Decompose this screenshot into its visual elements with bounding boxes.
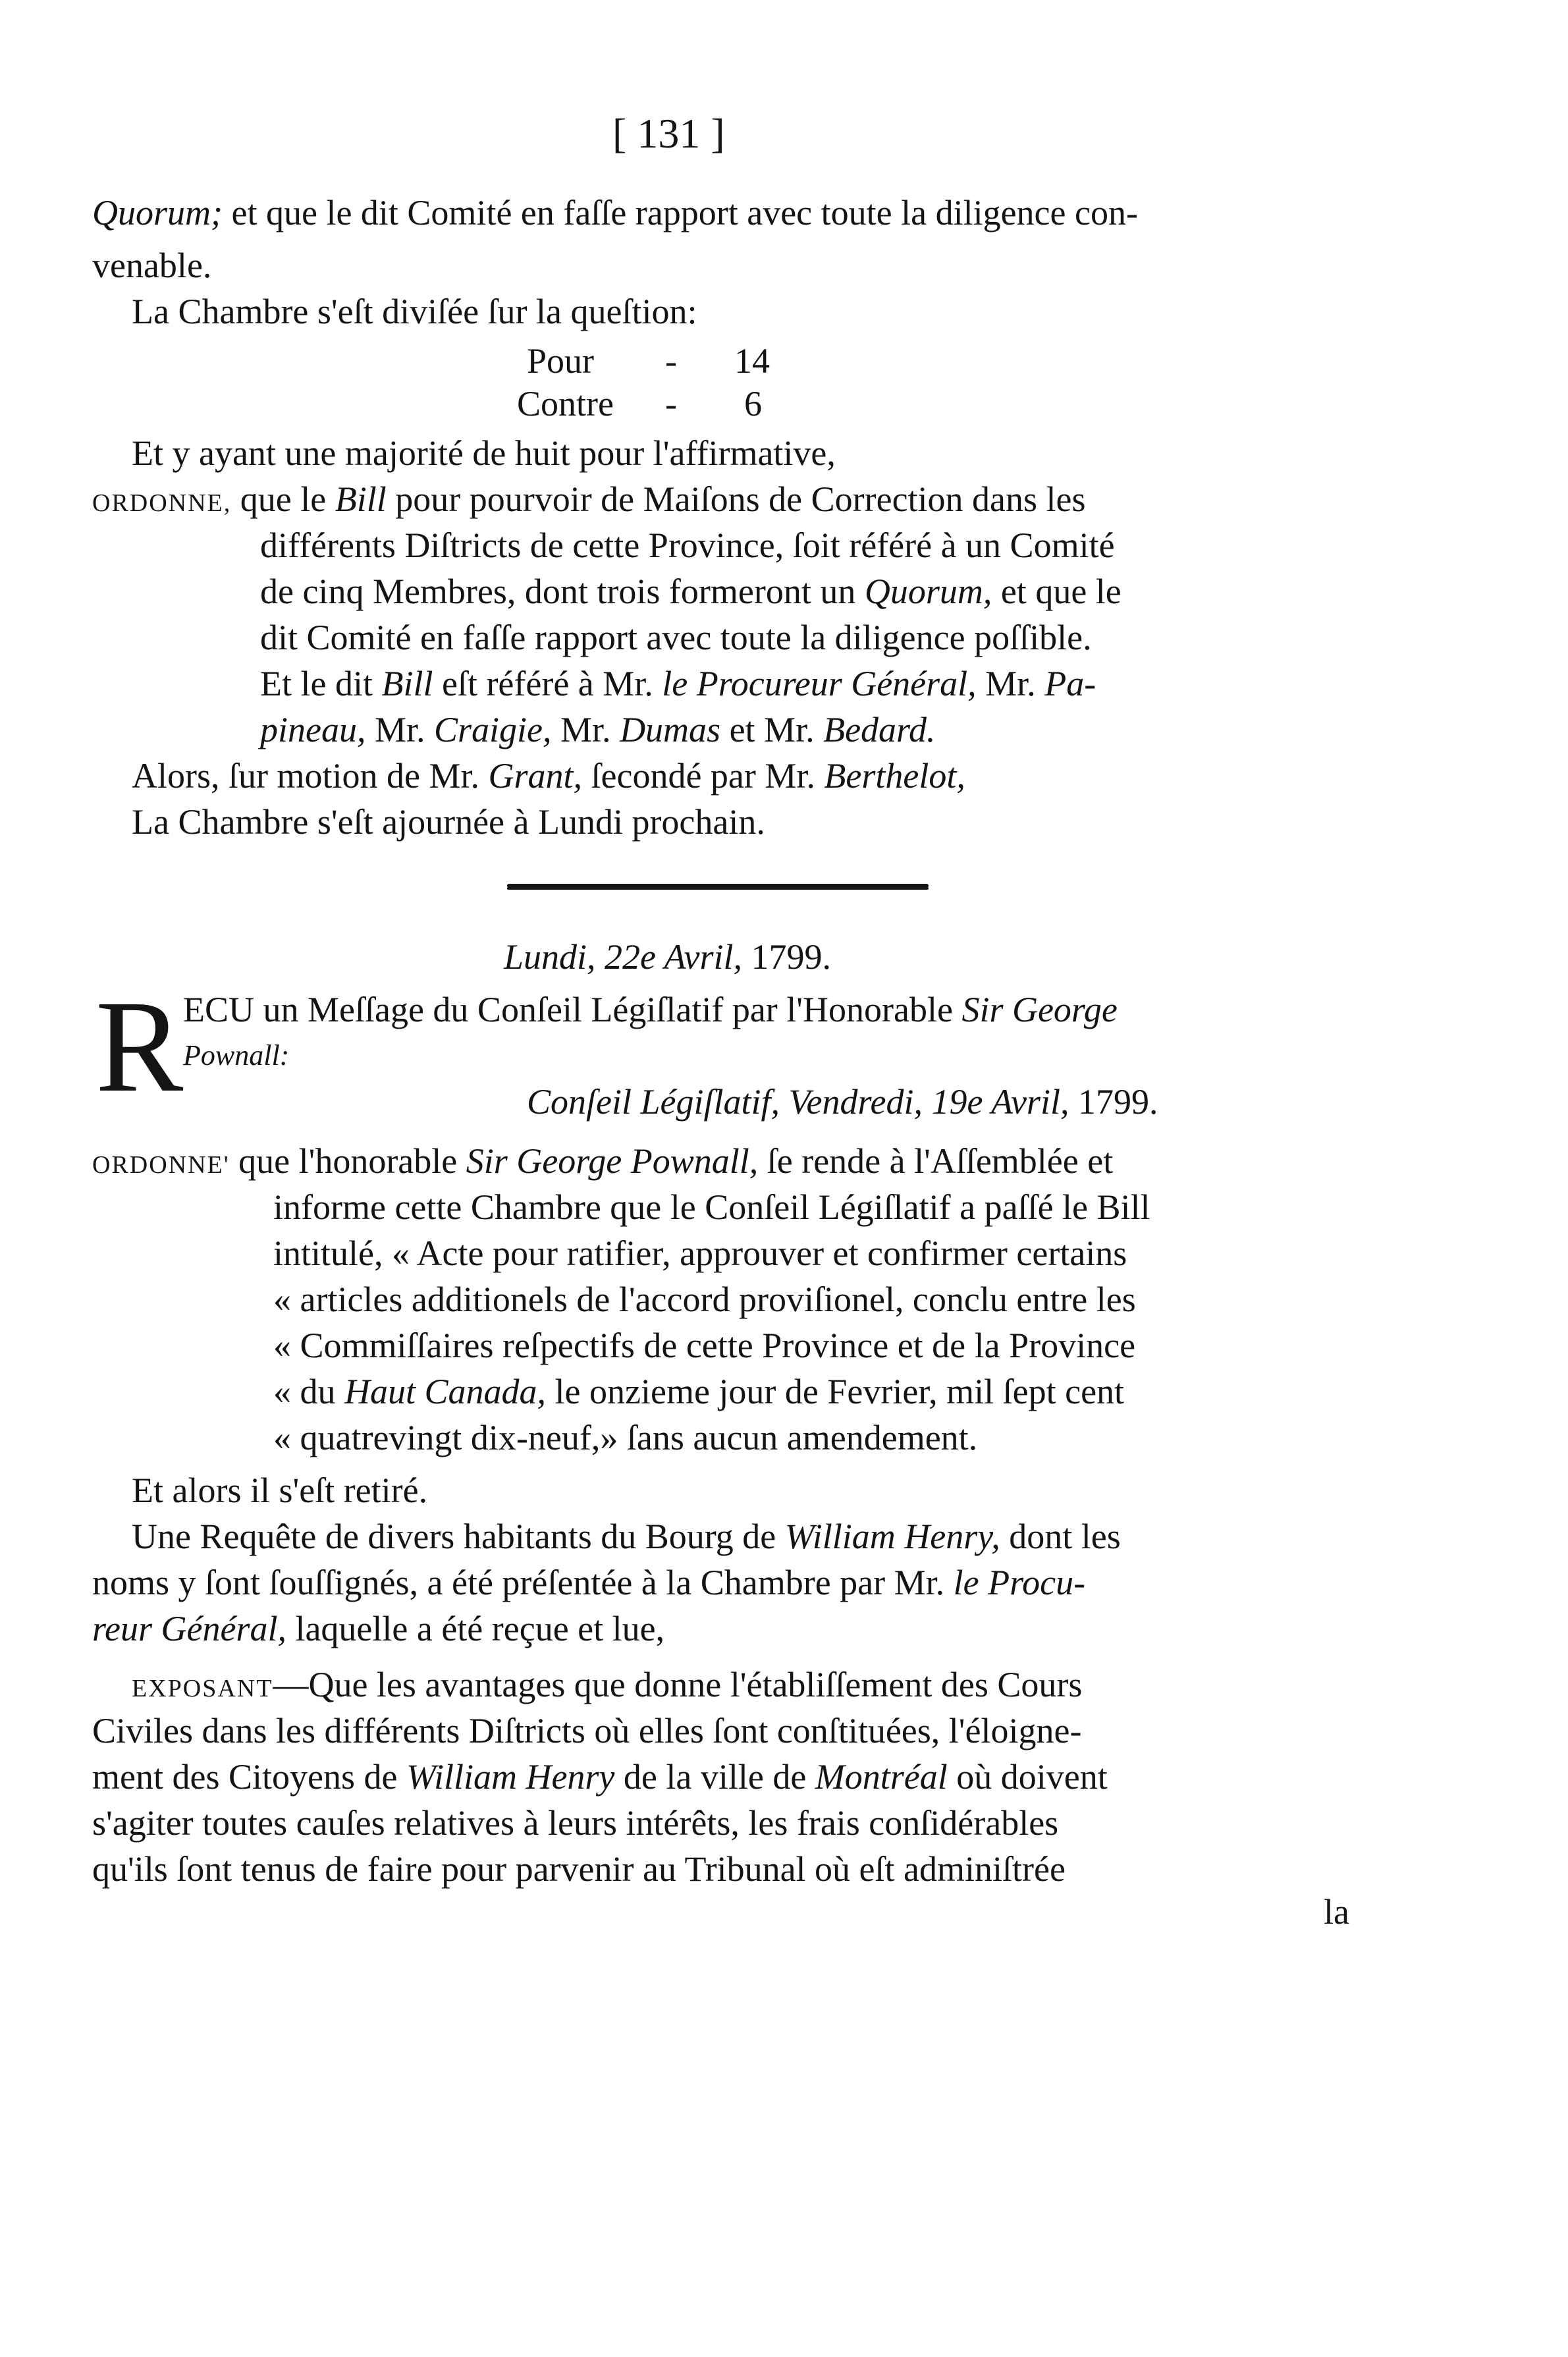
text-span: Mr. xyxy=(365,710,435,749)
text-span: Dumas xyxy=(620,710,721,749)
text-span: ment des Citoyens de xyxy=(92,1757,406,1797)
text-span: « du xyxy=(273,1372,344,1411)
text-span: dont les xyxy=(1000,1517,1121,1556)
text-span: ſecondé par Mr. xyxy=(582,756,825,796)
text-line: différents Diſtricts de cette Province, ſoit référé à un Comité xyxy=(260,526,1115,565)
text-span: Quorum; xyxy=(92,193,223,232)
text-line xyxy=(92,1561,1085,1604)
text-span: Alors, ſur motion de Mr. xyxy=(132,756,489,796)
text-span: ECU un Meſſage du Conſeil Légiſlatif par l'Honorable xyxy=(183,990,962,1029)
text-span: Une Requête de divers habitants du Bourg de xyxy=(132,1517,785,1556)
vote-dash: - xyxy=(665,384,677,423)
section-divider xyxy=(507,884,929,888)
vote-dash: - xyxy=(665,341,677,381)
text-line: « articles additionels de l'accord proviſionel, conclu entre les xyxy=(273,1280,1136,1319)
text-line: La Chambre s'eſt diviſée ſur la queſtion: xyxy=(132,292,697,331)
text-span: noms y ſont ſouſſignés, a été préſentée à la Chambre par Mr. xyxy=(92,1563,954,1602)
message-dateline xyxy=(527,1080,1158,1124)
vote-pour-label: Pour xyxy=(527,341,595,381)
text-line xyxy=(92,1139,1113,1187)
text-line: venable. xyxy=(92,246,212,285)
text-line xyxy=(183,988,1118,1031)
text-line: Civiles dans les différents Diſtricts où elles ſont conſtituées, l'éloigne- xyxy=(92,1711,1082,1750)
text-span: le Procu- xyxy=(953,1563,1086,1602)
text-line xyxy=(132,754,965,798)
text-span: et Mr. xyxy=(720,710,824,749)
text-span: où doivent xyxy=(947,1757,1108,1797)
text-span: William Henry, xyxy=(784,1517,1000,1556)
text-line: informe cette Chambre que le Conſeil Légiſlatif a paſſé le Bill xyxy=(273,1187,1150,1227)
text-line xyxy=(273,1370,1124,1413)
text-line xyxy=(132,1515,1121,1558)
text-line: La Chambre s'eſt ajournée à Lundi prochain. xyxy=(132,802,765,842)
text-span: Craigie, xyxy=(434,710,552,749)
text-line: Et alors il s'eſt retiré. xyxy=(132,1471,428,1510)
text-span: de la ville de xyxy=(614,1757,815,1797)
text-span: pineau, xyxy=(260,710,366,749)
text-span: Quorum, xyxy=(864,572,992,611)
text-line: s'agiter toutes cauſes relatives à leurs intérêts, les frais conſidérables xyxy=(92,1803,1059,1843)
text-span: Mr. xyxy=(976,664,1045,703)
text-span: et que le dit Comité en faſſe rapport avec toute la diligence con- xyxy=(223,193,1138,232)
text-span: Et le dit xyxy=(260,664,382,703)
text-span: Pa- xyxy=(1044,664,1096,703)
text-span: 1799. xyxy=(1069,1082,1158,1122)
text-span: eſt référé à Mr. xyxy=(433,664,662,703)
text-span: Montréal xyxy=(815,1757,948,1797)
text-line: « quatrevingt dix-neuf,» ſans aucun amendement. xyxy=(273,1418,978,1457)
catchword: la xyxy=(1324,1892,1349,1932)
text-line xyxy=(92,477,1086,525)
text-span: —Que les avantages que donne l'établiſſement des Cours xyxy=(273,1665,1083,1704)
text-span: Sir George xyxy=(961,990,1118,1029)
text-line: dit Comité en faſſe rapport avec toute la diligence poſſible. xyxy=(260,618,1092,657)
text-span: ſe rende à l'Aſſemblée et xyxy=(758,1141,1114,1181)
text-span: que l'honorable xyxy=(229,1141,466,1181)
text-line xyxy=(260,708,936,751)
text-line: intitulé, « Acte pour ratifier, approuver et confirmer certains xyxy=(273,1233,1127,1273)
vote-contre-value: 6 xyxy=(744,384,762,423)
text-line xyxy=(92,191,1138,234)
text-span: Conſeil Légiſlatif, Vendredi, 19e Avril, xyxy=(527,1082,1069,1122)
date-heading xyxy=(504,935,831,979)
text-span: que le xyxy=(231,479,335,519)
text-span: le Procureur Général, xyxy=(662,664,977,703)
text-line: « Commiſſaires reſpectifs de cette Province et de la Province xyxy=(273,1326,1136,1365)
text-span: Bill xyxy=(381,664,433,703)
text-line xyxy=(183,1034,289,1077)
text-span: laquelle a été reçue et lue, xyxy=(286,1609,665,1648)
text-line xyxy=(92,1607,664,1650)
vote-contre-label: Contre xyxy=(517,384,614,423)
order-marker: ORDONNE, xyxy=(92,489,232,517)
page-number: [ 131 ] xyxy=(612,110,725,157)
text-span: 1799. xyxy=(742,937,832,977)
text-span: et que le xyxy=(992,572,1122,611)
text-span: reur Général, xyxy=(92,1609,286,1648)
text-span: Bill xyxy=(335,479,387,519)
text-line: qu'ils ſont tenus de faire pour parvenir au Tribunal où eſt adminiſtrée xyxy=(92,1849,1066,1889)
text-line xyxy=(132,1663,1082,1710)
text-line: Et y ayant une majorité de huit pour l'affirmative, xyxy=(132,433,836,473)
text-line xyxy=(92,1755,1108,1799)
exposant-marker: EXPOSANT xyxy=(132,1675,273,1702)
text-span: Pownall: xyxy=(183,1039,290,1071)
text-span: de cinq Membres, dont trois formeront un xyxy=(260,572,865,611)
text-span: le onzieme jour de Fevrier, mil ſept cent xyxy=(546,1372,1125,1411)
text-span: pour pourvoir de Maiſons de Correction dans les xyxy=(386,479,1086,519)
text-span: Sir George Pownall, xyxy=(466,1141,759,1181)
order-marker: ORDONNE' xyxy=(92,1151,230,1179)
text-span: Berthelot, xyxy=(824,756,965,796)
text-line xyxy=(260,570,1122,613)
vote-pour-value: 14 xyxy=(734,341,770,381)
text-span: Mr. xyxy=(551,710,620,749)
drop-cap: R xyxy=(95,974,184,1120)
text-span: Lundi, 22e Avril, xyxy=(504,937,743,977)
text-span: Grant, xyxy=(488,756,582,796)
text-span: Haut Canada, xyxy=(344,1372,547,1411)
text-span: William Henry xyxy=(406,1757,615,1797)
text-line xyxy=(260,662,1096,705)
text-span: Bedard. xyxy=(823,710,936,749)
